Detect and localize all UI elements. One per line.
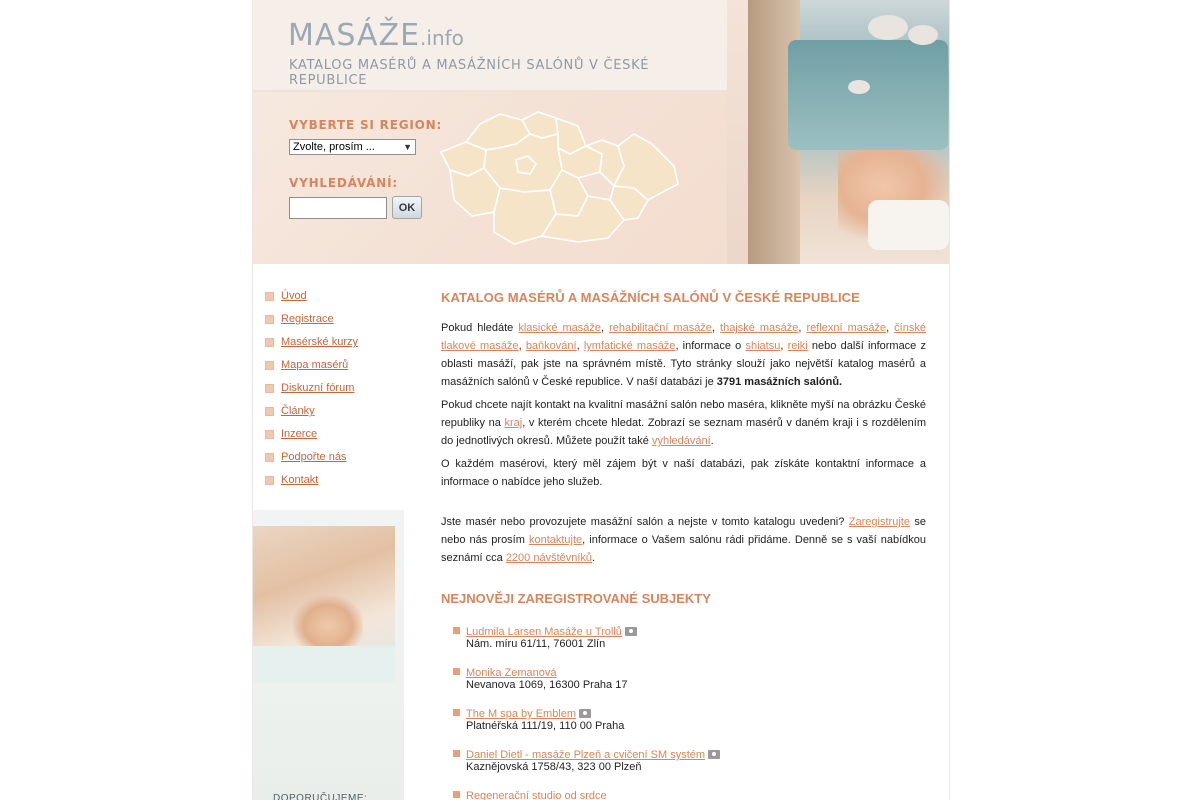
region-select[interactable]: [289, 139, 416, 155]
text: ,: [780, 340, 788, 352]
link-lymfaticke-masaze[interactable]: lymfatické masáže: [583, 340, 676, 352]
photo-water: [788, 40, 948, 150]
info-paragraph: O každém masérovi, který měl zájem být v naší databázi, pak získáte kontaktní informace a informace o nabídce jeho služeb.: [441, 458, 926, 488]
photo-rock: [848, 80, 870, 94]
link-klasicke-masaze[interactable]: klasické masáže: [518, 322, 601, 334]
main-content: [441, 290, 926, 800]
region-select-value: Zvolte, prosím ...: [293, 141, 375, 153]
salon-count: 3791 masážních salónů.: [716, 376, 843, 388]
square-bullet-icon: [453, 668, 460, 675]
text: ,: [576, 340, 584, 352]
latest-title: NEJNOVĚJI ZAREGISTROVANÉ SUBJEKTY: [441, 591, 711, 606]
sidebar-item-label[interactable]: Masérské kurzy: [281, 336, 359, 348]
list-item: [453, 667, 926, 691]
intro-paragraph: [441, 319, 926, 391]
square-bullet-icon: [265, 430, 274, 439]
square-bullet-icon: [265, 384, 274, 393]
latest-item-name[interactable]: Ludmila Larsen Masáže u Trollů: [466, 626, 622, 638]
text: Pokud hledáte: [441, 322, 519, 334]
page: [253, 0, 949, 800]
sidebar-item-label[interactable]: Kontakt: [281, 474, 319, 486]
chevron-down-icon: ▼: [403, 142, 412, 152]
list-item: [453, 790, 926, 800]
text: ,: [601, 322, 610, 334]
square-bullet-icon: [265, 292, 274, 301]
sidebar-item-kontakt[interactable]: [265, 474, 425, 497]
sidebar-item-label[interactable]: Podpořte nás: [281, 451, 347, 463]
sidebar-item-podporte-nas[interactable]: [265, 451, 425, 474]
sidebar-item-mapa-maseru[interactable]: [265, 359, 425, 382]
square-bullet-icon: [265, 361, 274, 370]
sidebar-item-label[interactable]: Diskuzní fórum: [281, 382, 355, 394]
text: se nebo nás prosím: [441, 516, 926, 546]
photo-towel: [868, 200, 949, 250]
site-tagline: KATALOG MASÉRŮ A MASÁŽNÍCH SALÓNŮ V ČESKÉ REPUBLICE: [289, 58, 650, 88]
link-cinske-tlakove-masaze[interactable]: čínské tlakové masáže: [441, 322, 926, 352]
latest-item-address: Nevanova 1069, 16300 Praha 17: [466, 679, 628, 691]
text: , informace o Vašem salónu rádi přidáme. Denně se s vaší nabídkou seznámí cca: [441, 534, 927, 564]
latest-item-name[interactable]: Monika Zemanová: [466, 667, 557, 679]
link-navstevniku[interactable]: 2200 návštěvníků: [505, 552, 593, 564]
text: .: [592, 552, 596, 564]
square-bullet-icon: [265, 338, 274, 347]
sidebar-promo-panel: [253, 510, 404, 800]
latest-item-address: Nám. míru 61/11, 76001 Zlín: [466, 638, 606, 650]
link-rehabilitacni-masaze[interactable]: rehabilitační masáže: [609, 322, 712, 334]
link-reflexni-masaze[interactable]: reflexní masáže: [806, 322, 887, 334]
photo-towel: [253, 646, 395, 682]
sidebar-nav: [265, 290, 425, 497]
sidebar-item-registrace[interactable]: [265, 313, 425, 336]
list-item: [453, 708, 926, 732]
sidebar-item-clanky[interactable]: [265, 405, 425, 428]
recommend-label: DOPORUČUJEME:: [273, 793, 368, 800]
square-bullet-icon: [265, 453, 274, 462]
link-zaregistrujte[interactable]: Zaregistrujte: [848, 516, 910, 528]
sidebar-item-label[interactable]: Inzerce: [281, 428, 318, 440]
logo-main: MASÁŽE: [288, 18, 421, 53]
square-bullet-icon: [265, 315, 274, 324]
header-logo-area: [253, 0, 727, 92]
camera-icon[interactable]: [708, 750, 720, 759]
square-bullet-icon: [453, 750, 460, 757]
page-title: KATALOG MASÉRŮ A MASÁŽNÍCH SALÓNŮ V ČESKÉ REPUBLICE: [441, 290, 860, 305]
link-kontaktujte[interactable]: kontaktujte: [528, 534, 583, 546]
link-kraj[interactable]: kraj: [504, 417, 523, 429]
spacer: [441, 496, 926, 513]
square-bullet-icon: [265, 407, 274, 416]
czech-regions-map[interactable]: [438, 104, 688, 249]
text: , informace o: [675, 340, 746, 352]
map-paragraph: [441, 396, 926, 450]
text: ,: [798, 322, 807, 334]
text: ,: [711, 322, 721, 334]
link-vyhledavani[interactable]: vyhledávání: [651, 435, 711, 447]
link-shiatsu[interactable]: shiatsu: [745, 340, 781, 352]
sidebar-item-maserske-kurzy[interactable]: [265, 336, 425, 359]
latest-list: [441, 626, 926, 800]
latest-item-name[interactable]: Regenerační studio od srdce: [466, 790, 607, 800]
sidebar-item-label[interactable]: Registrace: [281, 313, 334, 325]
header-photo: [748, 0, 949, 264]
sidebar-item-inzerce[interactable]: [265, 428, 425, 451]
latest-item-name[interactable]: Daniel Dietl - masáže Plzeň a cvičení SM systém: [466, 749, 706, 761]
sidebar-massage-photo: [253, 526, 395, 682]
text: ,: [886, 322, 895, 334]
latest-item-address: Kaznějovská 1758/43, 323 00 Plzeň: [466, 761, 642, 773]
text: Pokud chcete najít kontakt na kvalitní masážní salón nebo maséra, klikněte myší na obrázku České republiky na: [441, 399, 926, 429]
register-paragraph: [441, 513, 926, 567]
link-reiki[interactable]: reiki: [787, 340, 808, 352]
sidebar-item-diskuzni-forum[interactable]: [265, 382, 425, 405]
square-bullet-icon: [453, 791, 460, 798]
search-label: VYHLEDÁVÁNÍ:: [289, 176, 398, 190]
square-bullet-icon: [453, 709, 460, 716]
region-label: VYBERTE SI REGION:: [289, 118, 443, 132]
latest-item-name[interactable]: The M spa by Emblem: [466, 708, 577, 720]
text: Jste masér nebo provozujete masážní salón a nejste v tomto katalogu uvedeni?: [441, 516, 849, 528]
sidebar-item-label[interactable]: Mapa masérů: [281, 359, 349, 371]
list-item: [453, 626, 926, 650]
site-logo[interactable]: [288, 18, 464, 53]
text: ,: [518, 340, 526, 352]
link-thajske-masaze[interactable]: thajské masáže: [720, 322, 799, 334]
list-item: [453, 749, 926, 773]
header-divider: [727, 0, 748, 264]
sidebar-item-label[interactable]: Úvod: [281, 290, 307, 302]
square-bullet-icon: [265, 476, 274, 485]
search-input[interactable]: [289, 197, 387, 219]
latest-item-address: Platnéřská 111/19, 110 00 Praha: [466, 720, 625, 732]
sidebar-item-label[interactable]: Články: [281, 405, 315, 417]
text: , v kterém chcete hledat. Zobrazí se seznam masérů v daném kraji i s rozdělením do jednotlivých okresů. Můžete použít také: [441, 417, 926, 447]
photo-rock: [868, 15, 908, 40]
text: .: [710, 435, 714, 447]
text: nebo další informace z oblasti masáží, pak jste na správném místě. Tyto stránky slouží jako největší katalog masérů a masážních salónů v České republice. V naší databázi je: [441, 340, 926, 388]
camera-icon[interactable]: [625, 627, 637, 636]
search-ok-button[interactable]: OK: [392, 196, 422, 219]
sidebar-item-uvod[interactable]: [265, 290, 425, 313]
link-bankovani[interactable]: baňkování: [525, 340, 577, 352]
logo-suffix: .info: [420, 26, 464, 50]
camera-icon[interactable]: [579, 709, 591, 718]
photo-rock: [908, 25, 938, 45]
page-background-left: [0, 0, 253, 800]
square-bullet-icon: [453, 627, 460, 634]
